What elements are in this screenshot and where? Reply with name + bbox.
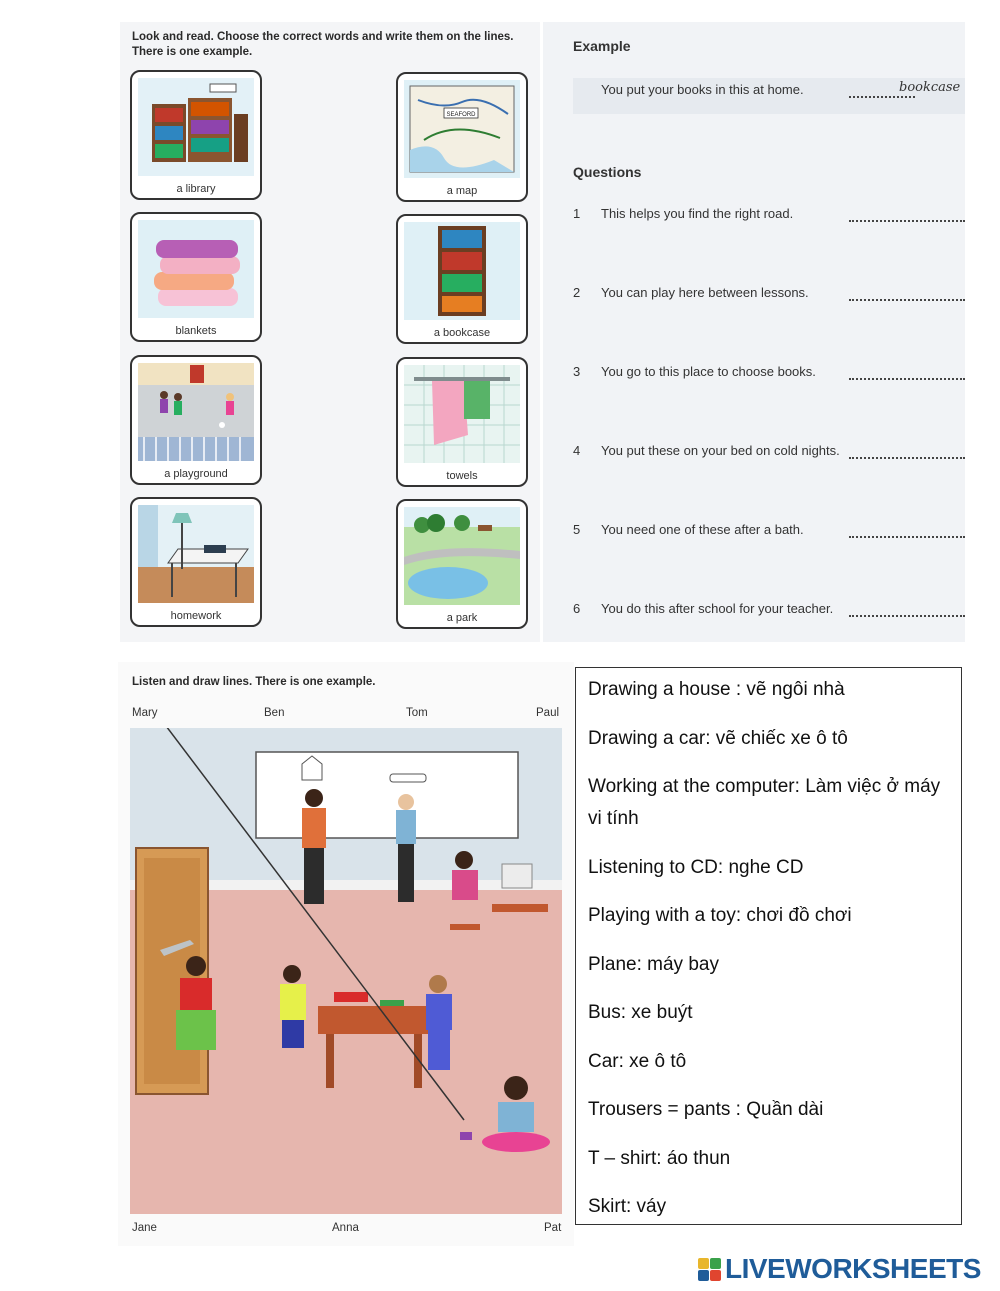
question-text: This helps you find the right road. — [601, 206, 794, 221]
vocab-item: Listening to CD: nghe CD — [588, 856, 804, 878]
question-number: 6 — [573, 601, 581, 616]
toy-car — [380, 1000, 404, 1006]
card-blankets — [130, 212, 262, 342]
card-caption: a map — [446, 185, 478, 197]
name-tom[interactable]: Tom — [406, 707, 428, 719]
question-row — [573, 522, 965, 544]
homework-icon — [138, 505, 254, 603]
liveworksheets-logo[interactable] — [698, 1253, 981, 1285]
questions-heading: Questions — [573, 164, 642, 180]
park-icon — [404, 507, 520, 605]
logo-square — [698, 1258, 709, 1269]
name-pat[interactable]: Pat — [544, 1222, 562, 1234]
card-homework — [130, 497, 262, 627]
card-caption: a playground — [164, 468, 228, 480]
question-row — [573, 206, 965, 228]
vocab-item: Bus: xe buýt — [588, 1002, 693, 1023]
questions-panel — [543, 22, 965, 642]
vocab-item: Skirt: váy — [588, 1196, 667, 1217]
vocab-item: Trousers = pants : Quần dài — [588, 1099, 824, 1120]
card-park — [396, 499, 528, 629]
name-jane[interactable]: Jane — [132, 1222, 157, 1234]
whiteboard — [256, 752, 518, 838]
listening-instruction: Listen and draw lines. There is one example. — [132, 676, 376, 688]
boy-drawing-house — [302, 808, 326, 848]
question-row — [573, 285, 965, 307]
card-caption: a bookcase — [433, 327, 491, 339]
answer-line-2[interactable] — [849, 299, 965, 301]
logo-square — [710, 1258, 721, 1269]
question-number: 2 — [573, 285, 581, 300]
card-caption: blankets — [175, 325, 217, 337]
girl-at-computer — [452, 870, 478, 900]
card-caption: towels — [446, 470, 478, 482]
card-library — [130, 70, 262, 200]
name-mary[interactable]: Mary — [132, 707, 158, 719]
answer-line-1[interactable] — [849, 220, 965, 222]
question-number: 3 — [573, 364, 581, 379]
playground-icon — [138, 363, 254, 461]
child-with-headphones — [498, 1102, 534, 1132]
picture-cards-panel — [120, 22, 540, 642]
classroom-scene — [130, 728, 562, 1214]
example-heading: Example — [573, 38, 631, 54]
map-sign-text: SEAFORD — [446, 112, 476, 118]
vocab-item: Drawing a house : vẽ ngôi nhà — [588, 679, 845, 700]
girl-yellow-shirt — [280, 984, 306, 1020]
question-text: You put these on your bed on cold nights. — [601, 443, 840, 458]
girl-blue-sweater — [426, 994, 452, 1030]
logo-mark-icon — [698, 1258, 721, 1281]
towels-icon — [404, 365, 520, 463]
card-map — [396, 72, 528, 202]
name-anna[interactable]: Anna — [332, 1222, 359, 1234]
card-bookcase — [396, 214, 528, 344]
girl-with-plane — [180, 978, 212, 1010]
vocab-item: T – shirt: áo thun — [588, 1147, 731, 1169]
example-row — [573, 82, 965, 104]
question-text: You go to this place to choose books. — [601, 364, 816, 379]
question-row — [573, 601, 965, 623]
question-text: You need one of these after a bath. — [601, 522, 804, 537]
map-icon — [404, 80, 520, 178]
cards-instruction: Look and read. Choose the correct words and write them on the lines. There is one example. — [132, 31, 514, 58]
blankets-icon — [138, 220, 254, 318]
answer-line-6[interactable] — [849, 615, 965, 617]
listening-panel — [118, 662, 574, 1246]
question-row — [573, 443, 965, 465]
vocab-item: Working at the computer: Làm việc ở máy vi tính — [588, 776, 941, 829]
question-number: 5 — [573, 522, 581, 537]
example-answer: bookcase — [899, 80, 961, 95]
card-towels — [396, 357, 528, 487]
question-number: 4 — [573, 443, 581, 458]
table — [318, 1006, 430, 1034]
vocab-item: Plane: máy bay — [588, 953, 719, 975]
logo-text: LIVEWORKSHEETS — [725, 1253, 981, 1284]
question-text: You do this after school for your teacher. — [601, 601, 834, 616]
vocab-item: Playing with a toy: chơi đồ chơi — [588, 905, 852, 926]
logo-square — [698, 1270, 709, 1281]
question-number: 1 — [573, 206, 581, 221]
toy-bus — [334, 992, 368, 1002]
answer-line-4[interactable] — [849, 457, 965, 459]
computer — [502, 864, 532, 888]
vocab-item: Car: xe ô tô — [588, 1050, 687, 1072]
card-caption: a library — [176, 183, 216, 195]
question-row — [573, 364, 965, 386]
vocabulary-box — [575, 667, 962, 1225]
card-caption: a park — [446, 612, 478, 624]
bookcase-icon — [404, 222, 520, 320]
logo-square — [710, 1270, 721, 1281]
answer-line-5[interactable] — [849, 536, 965, 538]
card-caption: homework — [170, 610, 222, 622]
vocab-item: Drawing a car: vẽ chiếc xe ô tô — [588, 727, 848, 749]
example-text: You put your books in this at home. — [601, 82, 804, 97]
question-text: You can play here between lessons. — [601, 285, 809, 300]
name-paul[interactable]: Paul — [536, 707, 560, 719]
example-answer-line — [849, 96, 915, 98]
name-ben[interactable]: Ben — [264, 707, 285, 719]
answer-line-3[interactable] — [849, 378, 965, 380]
card-playground — [130, 355, 262, 485]
boy-drawing-car — [396, 810, 416, 844]
library-icon — [138, 78, 254, 176]
